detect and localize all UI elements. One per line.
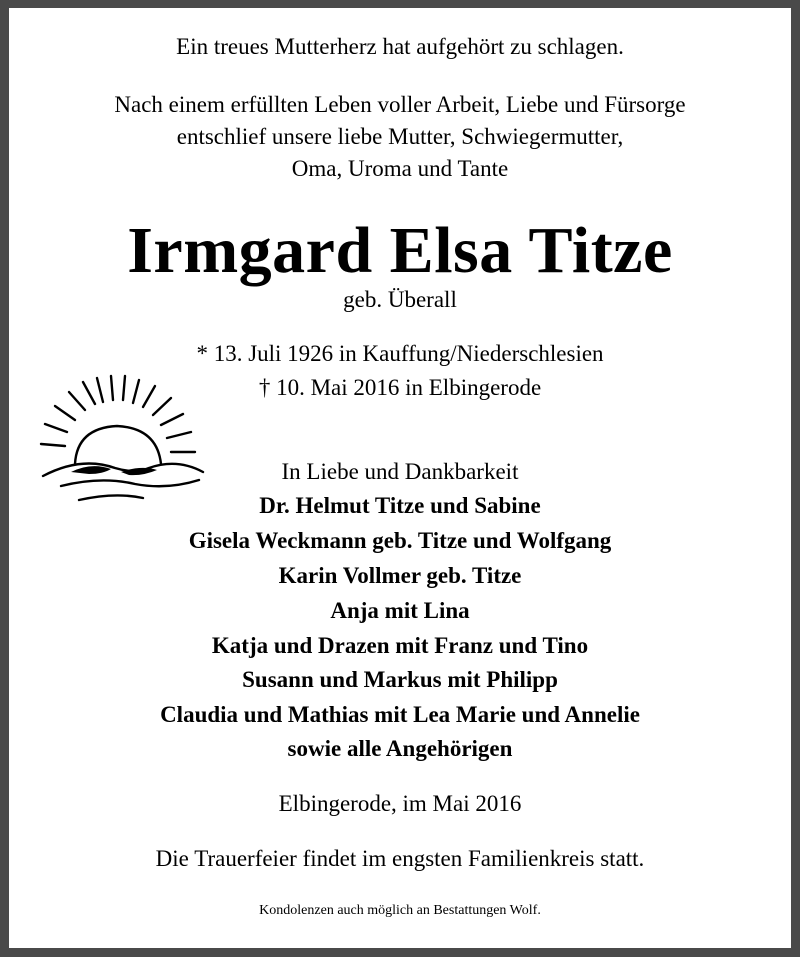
maiden-name: geb. Überall (343, 287, 457, 312)
message-line-3: Oma, Uroma und Tante (291, 156, 509, 181)
mourner-line: Claudia und Mathias mit Lea Marie und Annelie (160, 702, 640, 727)
condolence-note: Kondolenzen auch möglich an Bestattungen Wolf. (259, 903, 541, 918)
mourner-line: Gisela Weckmann geb. Titze und Wolfgang (188, 528, 612, 553)
mourner-line: sowie alle Angehörigen (287, 736, 513, 761)
mourner-line: Dr. Helmut Titze und Sabine (259, 493, 541, 518)
obituary-notice (9, 8, 791, 948)
dedication-text: In Liebe und Dankbarkeit (281, 459, 519, 484)
message-line-2: entschlief unsere liebe Mutter, Schwiegermutter, (176, 124, 624, 149)
mourner-line: Anja mit Lina (330, 598, 470, 623)
mourner-line: Katja und Drazen mit Franz und Tino (211, 633, 589, 658)
funeral-note: Die Trauerfeier findet im engsten Familienkreis statt. (155, 846, 645, 871)
place-date: Elbingerode, im Mai 2016 (278, 791, 522, 816)
birth-date: * 13. Juli 1926 in Kauffung/Niederschlesien (196, 341, 604, 366)
message-line-1: Nach einem erfüllten Leben voller Arbeit, Liebe und Fürsorge (114, 92, 686, 117)
sunset-over-hills-icon (31, 372, 206, 512)
mourner-line: Karin Vollmer geb. Titze (278, 563, 522, 588)
death-date: † 10. Mai 2016 in Elbingerode (258, 375, 542, 400)
deceased-name: Irmgard Elsa Titze (127, 214, 673, 287)
mourner-line: Susann und Markus mit Philipp (242, 667, 558, 692)
intro-text: Ein treues Mutterherz hat aufgehört zu schlagen. (176, 34, 624, 59)
